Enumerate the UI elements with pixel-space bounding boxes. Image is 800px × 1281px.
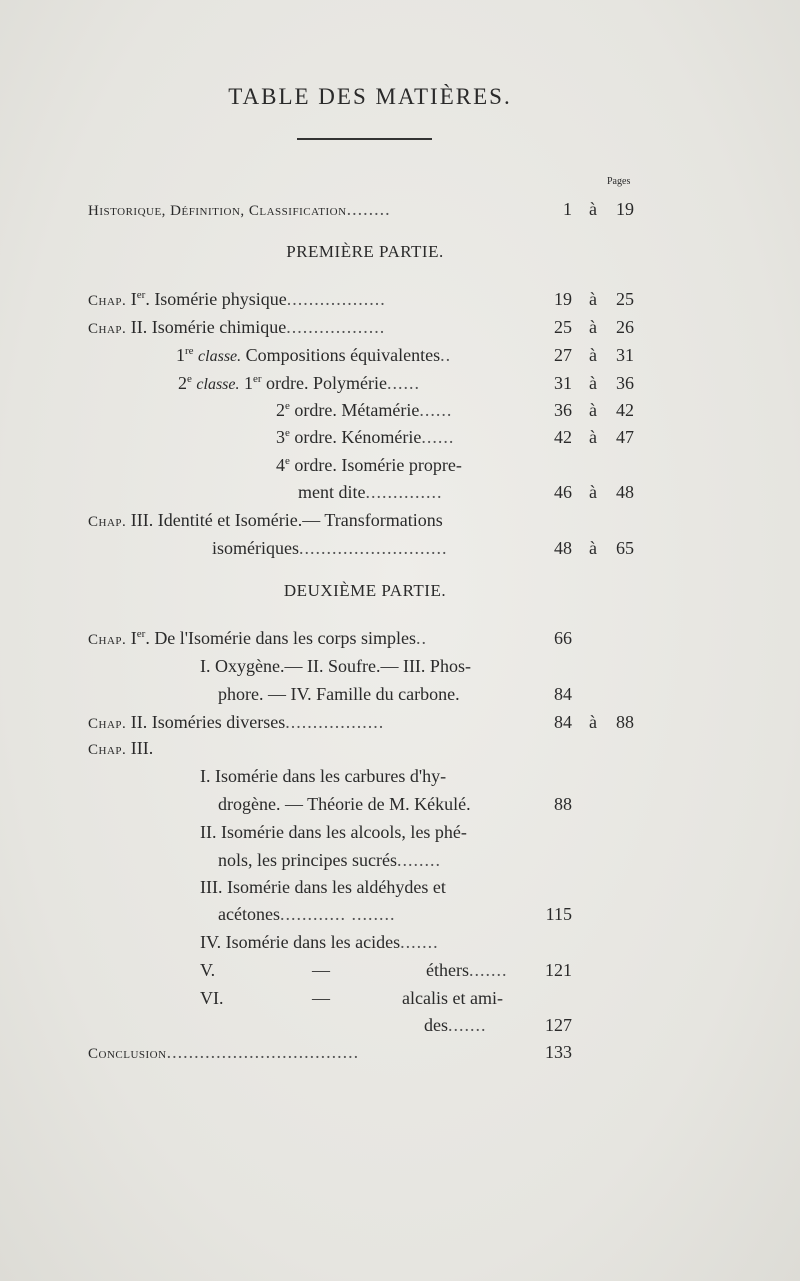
toc-entry-chap3-item1-cont[interactable] <box>218 790 471 818</box>
toc-entry-conclusion[interactable] <box>88 1038 359 1066</box>
page-sep: à <box>589 538 597 558</box>
leader-dots: ....... <box>468 960 508 980</box>
toc-entry-chap3-item2[interactable] <box>200 818 467 846</box>
page-sep: à <box>589 400 597 420</box>
toc-entry-chap3-item3-cont[interactable] <box>218 900 395 928</box>
toc-entry-label: De l'Isomérie dans les corps simples <box>154 628 416 648</box>
title-rule <box>297 138 432 140</box>
chap-number-sup: er <box>136 628 146 640</box>
leader-dots: ........................... <box>299 538 448 558</box>
order-ordinal-sup: er <box>253 373 262 385</box>
chap-number: II. <box>130 712 148 732</box>
toc-entry-order4[interactable] <box>276 451 462 479</box>
toc-entry-chap3-item6-label[interactable] <box>402 984 503 1012</box>
chap-prefix: Chap. <box>88 514 127 530</box>
class-ordinal-sup: e <box>187 373 192 385</box>
toc-entry-label-cont: phore. — IV. Famille du carbone. <box>218 684 460 704</box>
leader-dots: ....... <box>448 1015 487 1035</box>
page-to: 36 <box>616 373 634 393</box>
toc-entry-chap3-item5-label[interactable] <box>426 956 507 984</box>
order-ordinal: 2 <box>276 400 285 420</box>
order-word: ordre. <box>294 427 337 447</box>
page-to: 88 <box>616 712 634 732</box>
section-heading-part2: DEUXIÈME PARTIE. <box>283 581 447 600</box>
page-sep: à <box>589 427 597 447</box>
class-ordinal: 2 <box>178 373 187 393</box>
chap-number: II. <box>130 317 148 337</box>
page-from: 84 <box>554 712 572 732</box>
leader-dots: .. <box>440 345 452 365</box>
leader-dots: ....... <box>400 932 439 952</box>
page-from: 25 <box>554 317 572 337</box>
toc-entry-intro[interactable] <box>88 195 391 223</box>
toc-entry-label: Isomérie propre- <box>341 455 462 475</box>
page-to: 26 <box>616 317 634 337</box>
pages-column-label: Pages <box>607 176 631 187</box>
page-to: 25 <box>616 289 634 309</box>
class-ordinal: 1 <box>176 345 185 365</box>
chap-number-sup: er <box>136 289 146 301</box>
toc-entry-chap3-item2-cont[interactable] <box>218 846 441 874</box>
toc-entry-label-cont: ment dite <box>298 482 366 502</box>
toc-entry-part2-chap1-sub[interactable] <box>200 652 471 680</box>
class-ordinal-sup: re <box>185 345 194 357</box>
page-to: 42 <box>616 400 634 420</box>
toc-entry-label: Isomérie chimique <box>151 317 287 337</box>
leader-dots: ...... <box>419 400 453 420</box>
order-ordinal-sup: e <box>285 400 290 412</box>
toc-entry-label: Isoméries diverses <box>151 712 286 732</box>
toc-entry-part2-chap1-sub-cont[interactable] <box>218 680 460 708</box>
leader-dots: ........ <box>396 850 441 870</box>
page-sep: à <box>589 373 597 393</box>
page-sep: à <box>589 289 597 309</box>
leader-dots: ................................... <box>166 1042 360 1062</box>
page-from: 27 <box>554 345 572 365</box>
ditto-dash <box>312 956 330 984</box>
leader-dots: .................. <box>285 712 385 732</box>
toc-entry-label: Identité et Isomérie.— Transformations <box>157 510 443 530</box>
toc-entry-label-cont: des <box>424 1015 448 1035</box>
chap-prefix: Chap. <box>88 716 127 732</box>
leader-dots: ...... <box>421 427 455 447</box>
toc-entry-numeral: V. <box>200 960 216 980</box>
order-ordinal-sup: e <box>285 427 290 439</box>
toc-entry-label: Isomérie physique <box>154 289 287 309</box>
toc-entry-label: I. Oxygène.— II. Soufre.— III. Phos- <box>200 656 471 676</box>
section-heading-part1: PREMIÈRE PARTIE. <box>286 242 444 261</box>
page-sep: à <box>589 317 597 337</box>
leader-dots: .................. <box>286 289 386 309</box>
toc-entry-label-cont: drogène. — Théorie de M. Kékulé. <box>218 794 471 814</box>
page-sep: à <box>589 345 597 365</box>
toc-entry-chap3-item5[interactable] <box>200 956 215 984</box>
toc-entry-part1-chap3-cont[interactable] <box>212 534 448 562</box>
chap-number: I <box>130 289 137 309</box>
toc-entry-chap3-item6[interactable] <box>200 984 224 1012</box>
order-ordinal: 4 <box>276 455 285 475</box>
page-from: 48 <box>554 538 572 558</box>
toc-entry-numeral: VI. <box>200 988 224 1008</box>
page-from: 46 <box>554 482 572 502</box>
toc-entry-chap3-item4[interactable] <box>200 928 439 956</box>
toc-entry-order2[interactable] <box>276 396 452 424</box>
toc-entry-label-cont: isomériques <box>212 538 299 558</box>
toc-entry-part2-chap3[interactable] <box>88 734 153 762</box>
chap-prefix: Chap. <box>88 742 127 758</box>
page-sep: à <box>589 712 597 732</box>
toc-entry-label: alcalis et ami- <box>402 988 503 1008</box>
order-ordinal-sup: e <box>285 455 290 467</box>
chap-prefix: Chap. <box>88 293 127 309</box>
toc-entry-part1-chap1[interactable]: Chap. Ier. Isomérie physique.................. <box>88 289 386 309</box>
leader-dots: .............. <box>365 482 443 502</box>
toc-entry-order3[interactable] <box>276 423 454 451</box>
class-word: classe. <box>196 376 240 393</box>
chap-number: III. <box>130 510 154 530</box>
toc-entry-order4-cont[interactable] <box>298 478 442 506</box>
page-title: TABLE DES MATIÈRES. <box>228 84 512 109</box>
toc-entry-label: Compositions équivalentes <box>245 345 441 365</box>
page-from: 115 <box>545 904 572 924</box>
page-from: 84 <box>554 684 572 704</box>
page-from: 88 <box>554 794 572 814</box>
toc-entry-label-cont: acétones <box>218 904 280 924</box>
page-sep: à <box>589 482 597 502</box>
toc-entry-label: Historique, Définition, Classification <box>88 203 347 219</box>
page-from: 133 <box>545 1042 572 1062</box>
toc-entry-class1[interactable] <box>176 341 451 369</box>
toc-entry-label: III. Isomérie dans les aldéhydes et <box>200 877 446 897</box>
toc-entry-label: II. Isomérie dans les alcools, les phé- <box>200 822 467 842</box>
leader-dots: ...... <box>387 373 421 393</box>
leader-dots: .................. <box>286 317 386 337</box>
toc-entry-chap3-item6-cont[interactable] <box>424 1011 487 1039</box>
page-from: 19 <box>554 289 572 309</box>
toc-entry-label-cont: nols, les principes sucrés <box>218 850 397 870</box>
toc-entry-part1-chap2[interactable] <box>88 313 385 341</box>
toc-entry-label: Métamérie <box>341 400 420 420</box>
page-from: 31 <box>554 373 572 393</box>
page-from: 121 <box>545 960 572 980</box>
chap-prefix: Chap. <box>88 321 127 337</box>
toc-entry-label: Polymérie <box>313 373 388 393</box>
page-to: 47 <box>616 427 634 447</box>
toc-entry-label: Kénomérie <box>341 427 422 447</box>
chap-prefix: Chap. <box>88 632 127 648</box>
leader-dots: .. <box>416 628 427 648</box>
toc-entry-chap3-item3[interactable] <box>200 873 446 901</box>
leader-dots: ........ <box>346 199 391 219</box>
page-to: 65 <box>616 538 634 558</box>
toc-entry-label: Conclusion <box>88 1046 167 1062</box>
ditto-mark: — <box>312 960 330 980</box>
toc-entry-part1-chap3[interactable] <box>88 506 443 534</box>
order-word: ordre. <box>294 400 337 420</box>
ditto-dash <box>312 984 330 1012</box>
toc-entry-label: IV. Isomérie dans les acides <box>200 932 401 952</box>
toc-entry-label: éthers <box>426 960 469 980</box>
order-ordinal: 1 <box>244 373 253 393</box>
chap-number: I <box>130 628 137 648</box>
page-from: 36 <box>554 400 572 420</box>
toc-entry-class2-order1[interactable] <box>178 369 420 397</box>
toc-entry-label: I. Isomérie dans les carbures d'hy- <box>200 766 447 786</box>
toc-entry-chap3-item1[interactable] <box>200 762 446 790</box>
order-word: ordre. <box>266 373 309 393</box>
page-from: 42 <box>554 427 572 447</box>
leader-dots: ............ ........ <box>279 904 396 924</box>
page-to: 19 <box>616 199 634 219</box>
ditto-mark: — <box>312 988 330 1008</box>
chap-number: III. <box>130 738 154 758</box>
page-from: 127 <box>545 1015 572 1035</box>
order-word: ordre. <box>294 455 337 475</box>
class-word: classe. <box>198 348 242 365</box>
page-sep: à <box>589 199 597 219</box>
page-from: 66 <box>554 628 572 648</box>
page-to: 31 <box>616 345 634 365</box>
toc-entry-part2-chap1[interactable]: Chap. Ier. De l'Isomérie dans les corps simples.. <box>88 628 427 648</box>
order-ordinal: 3 <box>276 427 285 447</box>
page-from: 1 <box>563 199 572 219</box>
toc-entry-part2-chap2[interactable] <box>88 708 384 736</box>
page-to: 48 <box>616 482 634 502</box>
